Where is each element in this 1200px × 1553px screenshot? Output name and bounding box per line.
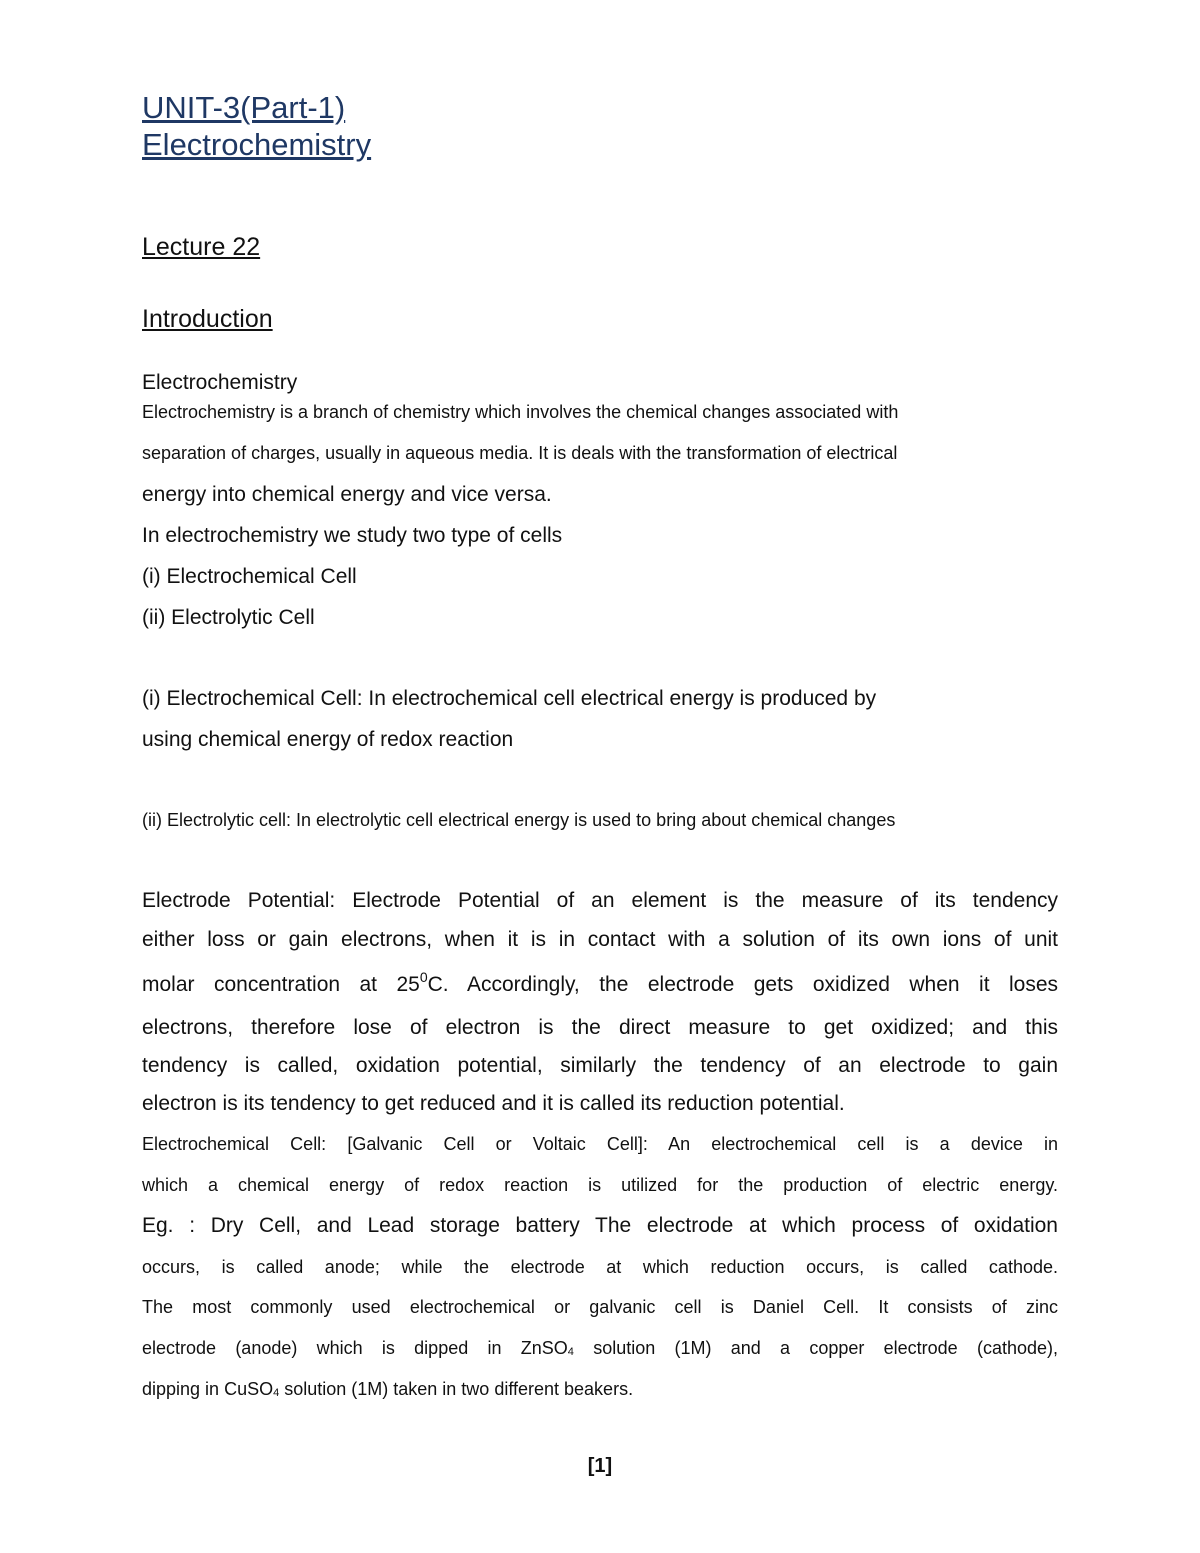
galvanic-line-4: occurs, is called anode; while the electrode at which reduction occurs, is called cathode.	[142, 1257, 1058, 1277]
electrode-potential-line-6: electron is its tendency to get reduced and it is called its reduction potential.	[142, 1092, 845, 1115]
galvanic-line-2: which a chemical energy of redox reaction is utilized for the production of electric energy.	[142, 1175, 1058, 1195]
galvanic-line-3: Eg. : Dry Cell, and Lead storage battery The electrode at which process of oxidation	[142, 1214, 1058, 1237]
section-heading: Introduction	[142, 305, 273, 333]
intro-line-3: energy into chemical energy and vice versa.	[142, 483, 552, 506]
znso4-subscript: 4	[567, 1346, 574, 1358]
electrolytic-cell-line: (ii) Electrolytic cell: In electrolytic cell electrical energy is used to bring about chemical changes	[142, 810, 896, 830]
lecture-heading: Lecture 22	[142, 233, 261, 261]
galvanic-line-5: The most commonly used electrochemical or galvanic cell is Daniel Cell. It consists of zinc	[142, 1297, 1058, 1317]
electrochemical-cell-line-1: (i) Electrochemical Cell: In electrochemical cell electrical energy is produced by	[142, 687, 877, 710]
galvanic-line-6	[142, 1336, 1058, 1360]
electrode-potential-line-1: Electrode Potential: Electrode Potential of an element is the measure of its tendency	[142, 889, 1058, 912]
subject-title: Electrochemistry	[142, 127, 372, 162]
electrode-potential-line-3	[142, 969, 1059, 998]
electrode-potential-line-4: electrons, therefore lose of electron is the direct measure to get oxidized; and this	[142, 1016, 1058, 1039]
cell-type-item-1: (i) Electrochemical Cell	[142, 565, 357, 588]
electrode-potential-line-3-end: C. Accordingly, the electrode gets oxidized when it loses	[427, 973, 1059, 996]
cell-type-item-2: (ii) Electrolytic Cell	[142, 606, 315, 629]
intro-heading: Electrochemistry	[142, 371, 298, 394]
electrode-potential-line-3-start: molar concentration at 25	[142, 973, 420, 996]
galvanic-line-6-start: electrode (anode) which is dipped in ZnSO	[142, 1338, 568, 1358]
page-number: [1]	[587, 1455, 613, 1477]
intro-line-1: Electrochemistry is a branch of chemistry which involves the chemical changes associated with	[142, 402, 899, 422]
galvanic-line-7-start: dipping in CuSO	[142, 1379, 274, 1399]
galvanic-line-1: Electrochemical Cell: [Galvanic Cell or Voltaic Cell]: An electrochemical cell is a device in	[142, 1134, 1058, 1154]
degree-superscript: 0	[419, 969, 428, 985]
electrochemical-cell-line-2: using chemical energy of redox reaction	[142, 728, 514, 751]
electrode-potential-line-5: tendency is called, oxidation potential, similarly the tendency of an electrode to gain	[142, 1054, 1058, 1077]
electrode-potential-line-2: either loss or gain electrons, when it is in contact with a solution of its own ions of unit	[142, 928, 1058, 951]
cuso4-subscript: 4	[273, 1387, 280, 1399]
intro-line-4: In electrochemistry we study two type of cells	[142, 524, 563, 547]
galvanic-line-6-end: solution (1M) and a copper electrode (cathode),	[573, 1338, 1058, 1358]
galvanic-line-7	[142, 1377, 633, 1401]
intro-line-2: separation of charges, usually in aqueous media. It is deals with the transformation of electrical	[142, 443, 898, 463]
unit-title: UNIT-3(Part-1)	[142, 90, 346, 125]
galvanic-line-7-end: solution (1M) taken in two different beakers.	[279, 1379, 634, 1399]
